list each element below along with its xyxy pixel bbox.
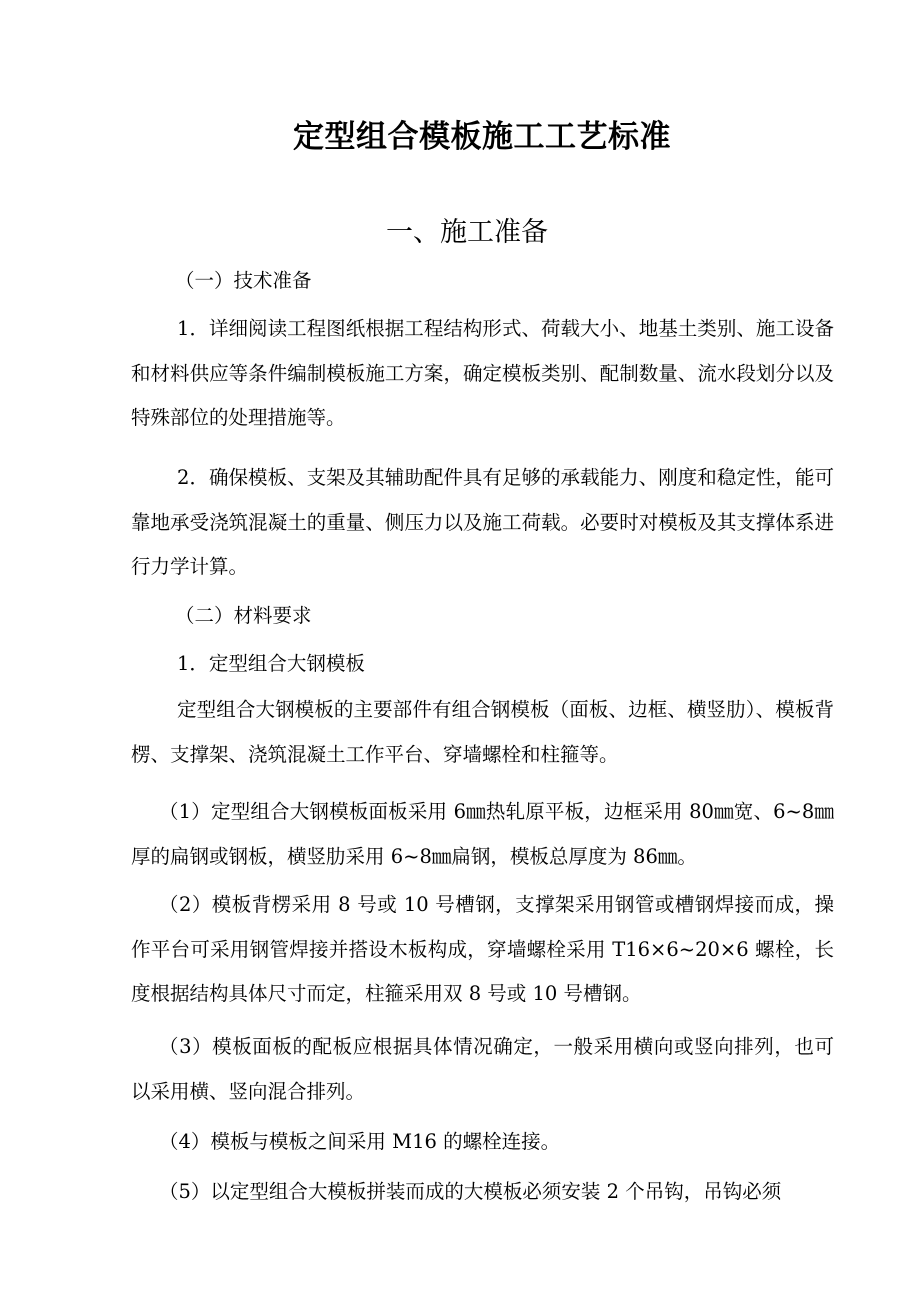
document-title: 定型组合模板施工工艺标准 <box>293 119 671 155</box>
subsection-heading-materials: （二）材料要求 <box>175 604 312 627</box>
paragraph-item-2: 2．确保模板、支架及其辅助配件具有足够的承载能力、刚度和稳定性，能可靠地承受浇筑混凝土的重量、侧压力以及施工荷载。必要时对模板及其支撑体系进行力学计算。 <box>131 466 834 578</box>
paragraph-item-steel-formwork: 1．定型组合大钢模板 <box>177 652 365 675</box>
paragraph-sub-2: （2）模板背楞采用 8 号或 10 号槽钢，支撑架采用钢管或槽钢焊接而成，操作平台可采用钢管焊接并搭设木板构成，穿墙螺栓采用 T16×6~20×6 螺栓，长度根据结构具体尺寸而定，柱箍采用双 8 号或 10 号槽钢。 <box>131 893 834 1005</box>
paragraph-sub-3: （3）模板面板的配板应根据具体情况确定，一般采用横向或竖向排列，也可以采用横、竖向混合排列。 <box>131 1035 834 1103</box>
section-heading: 一、施工准备 <box>386 217 548 248</box>
paragraph-item-1: 1．详细阅读工程图纸根据工程结构形式、荷载大小、地基土类别、施工设备和材料供应等条件编制模板施工方案，确定模板类别、配制数量、流水段划分以及特殊部位的处理措施等。 <box>131 317 834 429</box>
subsection-heading-technical: （一）技术准备 <box>175 269 312 292</box>
paragraph-sub-1: （1）定型组合大钢模板面板采用 6㎜热轧原平板，边框采用 80㎜宽、6~8㎜厚的扁钢或钢板，横竖肋采用 6~8㎜扁钢，模板总厚度为 86㎜。 <box>131 800 834 868</box>
paragraph-sub-4: （4）模板与模板之间采用 M16 的螺栓连接。 <box>159 1130 561 1153</box>
paragraph-components: 定型组合大钢模板的主要部件有组合钢模板（面板、边框、横竖肋）、模板背楞、支撑架、浇筑混凝土工作平台、穿墙螺栓和柱箍等。 <box>131 698 834 766</box>
paragraph-sub-5: （5）以定型组合大模板拼装而成的大模板必须安装 2 个吊钩，吊钩必须 <box>159 1180 782 1203</box>
